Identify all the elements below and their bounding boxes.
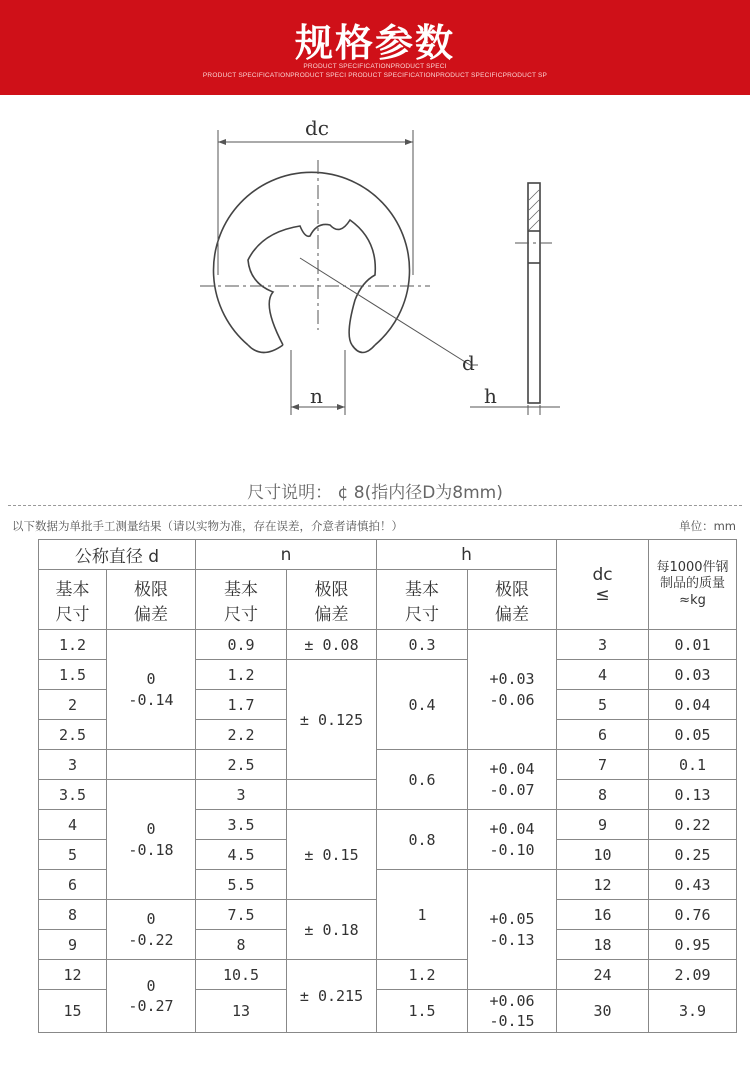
h-tol-upper: +0.04 <box>489 820 535 839</box>
d-tol-lower: -0.18 <box>128 840 174 859</box>
h-basic-cell: 0.6 <box>377 750 468 810</box>
dc-cell: 4 <box>557 660 649 690</box>
hdr-tol-2: 偏差 <box>314 604 349 625</box>
h-tol-lower: -0.06 <box>489 690 535 709</box>
header-mass <box>649 540 737 630</box>
h-tol-lower: -0.10 <box>489 840 535 859</box>
mass-cell: 2.09 <box>649 960 737 990</box>
hdr-tol-1: 极限 <box>134 579 168 600</box>
n-tol-cell: ± 0.15 <box>287 810 377 900</box>
n-basic-cell: 8 <box>196 930 287 960</box>
d-basic-cell: 3.5 <box>39 780 107 810</box>
n-basic-cell: 2.5 <box>196 750 287 780</box>
h-basic-cell: 1 <box>377 870 468 960</box>
n-basic-cell: 3 <box>196 780 287 810</box>
e-clip-diagram <box>190 110 580 430</box>
dc-cell: 12 <box>557 870 649 900</box>
banner-subtitle-line2: PRODUCT SPECIFICATIONPRODUCT SPECI PRODUCT SPECIFICATIONPRODUCT SPECIFICPRODUCT SP <box>202 72 548 79</box>
dimension-caption: 尺寸说明： ¢ 8(指内径D为8mm) <box>247 483 503 503</box>
spec-table <box>38 539 737 1033</box>
mass-cell: 0.25 <box>649 840 737 870</box>
h-tol-cell <box>468 630 557 750</box>
d-basic-cell: 12 <box>39 960 107 990</box>
h-basic-cell: 0.3 <box>377 630 468 660</box>
n-tol-cell: ± 0.08 <box>287 630 377 660</box>
d-tol-cell <box>107 630 196 750</box>
n-basic-cell: 2.2 <box>196 720 287 750</box>
hdr-basic-2: 尺寸 <box>55 604 90 625</box>
d-basic-cell: 9 <box>39 930 107 960</box>
hdr-tol-1: 极限 <box>495 579 530 600</box>
mass-cell: 0.43 <box>649 870 737 900</box>
h-tol-lower: -0.13 <box>489 930 535 949</box>
n-tol-cell: ± 0.125 <box>287 660 377 780</box>
header-banner <box>0 0 750 95</box>
table-row <box>39 960 737 990</box>
d-basic-cell: 5 <box>39 840 107 870</box>
d-tol-cell <box>107 780 196 900</box>
header-mass-line1: 每1000件钢 <box>656 560 729 576</box>
mass-cell: 0.05 <box>649 720 737 750</box>
header-d-basic <box>39 570 107 630</box>
dc-cell: 6 <box>557 720 649 750</box>
d-basic-cell: 8 <box>39 900 107 930</box>
d-basic-cell: 15 <box>39 990 107 1033</box>
measurement-note: 以下数据为单批手工测量结果（请以实物为准，存在误差，介意者请慎拍！） <box>12 519 403 533</box>
header-d-tol <box>107 570 196 630</box>
d-basic-cell: 4 <box>39 810 107 840</box>
hdr-basic-2: 尺寸 <box>224 604 259 625</box>
h-basic-cell: 0.8 <box>377 810 468 870</box>
hdr-basic-1: 基本 <box>405 579 440 600</box>
mass-cell: 0.22 <box>649 810 737 840</box>
mass-cell: 0.1 <box>649 750 737 780</box>
d-tol-lower: -0.22 <box>128 930 174 949</box>
d-basic-cell: 2 <box>39 690 107 720</box>
n-basic-cell: 7.5 <box>196 900 287 930</box>
h-tol-cell <box>468 810 557 870</box>
mass-cell: 0.13 <box>649 780 737 810</box>
d-tol-upper: 0 <box>146 820 156 839</box>
header-mass-line2: 制品的质量 <box>660 576 726 592</box>
d-basic-cell: 6 <box>39 870 107 900</box>
label-dc: dc <box>305 116 330 140</box>
hdr-basic-2: 尺寸 <box>405 604 440 625</box>
d-tol-cell <box>107 960 196 1033</box>
hdr-basic-1: 基本 <box>55 579 90 600</box>
unit-label: 单位：mm <box>679 519 736 533</box>
table-row <box>39 630 737 660</box>
h-basic-cell: 1.5 <box>377 990 468 1033</box>
mass-cell: 0.01 <box>649 630 737 660</box>
d-tol-upper: 0 <box>146 670 156 689</box>
hdr-tol-2: 偏差 <box>495 604 530 625</box>
d-tol-cell <box>107 900 196 960</box>
header-n-tol <box>287 570 377 630</box>
n-tol-cell: ± 0.18 <box>287 900 377 960</box>
mass-cell: 0.03 <box>649 660 737 690</box>
label-d: d <box>462 351 475 375</box>
n-basic-cell: 3.5 <box>196 810 287 840</box>
n-tol-cell-empty <box>287 780 377 810</box>
d-tol-lower: -0.27 <box>128 997 174 1015</box>
h-tol-cell <box>468 750 557 810</box>
dc-cell: 9 <box>557 810 649 840</box>
h-tol-upper: +0.06 <box>489 991 535 1010</box>
d-tol-lower: -0.14 <box>128 690 174 709</box>
hdr-basic-1: 基本 <box>224 579 259 600</box>
divider <box>8 505 742 506</box>
n-basic-cell: 4.5 <box>196 840 287 870</box>
d-tol-upper: 0 <box>146 910 156 929</box>
header-n: n <box>196 540 377 570</box>
h-tol-lower: -0.07 <box>489 780 535 799</box>
n-basic-cell: 10.5 <box>196 960 287 990</box>
n-basic-cell: 13 <box>196 990 287 1033</box>
label-n: n <box>310 384 323 408</box>
hdr-tol-1: 极限 <box>314 579 349 600</box>
h-tol-cell <box>468 990 557 1033</box>
h-tol-upper: +0.04 <box>489 760 535 779</box>
dc-cell: 10 <box>557 840 649 870</box>
h-basic-cell: 0.4 <box>377 660 468 750</box>
header-h-basic <box>377 570 468 630</box>
header-dc <box>557 540 649 630</box>
dc-cell: 30 <box>557 990 649 1033</box>
h-tol-upper: +0.05 <box>489 910 535 929</box>
header-dc-symbol: ≤ <box>595 584 610 605</box>
dc-cell: 18 <box>557 930 649 960</box>
h-basic-cell: 1.2 <box>377 960 468 990</box>
mass-cell: 0.76 <box>649 900 737 930</box>
dc-cell: 3 <box>557 630 649 660</box>
dc-cell: 5 <box>557 690 649 720</box>
d-basic-cell: 1.5 <box>39 660 107 690</box>
h-tol-cell <box>468 870 557 990</box>
banner-subtitle-line1: PRODUCT SPECIFICATIONPRODUCT SPECI <box>303 63 447 70</box>
d-tol-cell-empty <box>107 750 196 780</box>
mass-cell: 0.95 <box>649 930 737 960</box>
page-title: 规格参数 <box>294 21 455 65</box>
n-basic-cell: 5.5 <box>196 870 287 900</box>
header-mass-line3: ≈kg <box>679 592 706 608</box>
n-basic-cell: 1.2 <box>196 660 287 690</box>
dc-cell: 8 <box>557 780 649 810</box>
d-basic-cell: 1.2 <box>39 630 107 660</box>
d-tol-upper: 0 <box>146 976 156 995</box>
n-tol-cell: ± 0.215 <box>287 960 377 1033</box>
h-tol-upper: +0.03 <box>489 670 535 689</box>
header-n-basic <box>196 570 287 630</box>
d-basic-cell: 2.5 <box>39 720 107 750</box>
mass-cell: 0.04 <box>649 690 737 720</box>
label-h: h <box>484 384 497 408</box>
n-basic-cell: 0.9 <box>196 630 287 660</box>
h-tol-lower: -0.15 <box>489 1012 535 1030</box>
dc-cell: 7 <box>557 750 649 780</box>
header-dc-label: dc <box>592 564 613 585</box>
table-row <box>39 750 737 780</box>
dc-cell: 16 <box>557 900 649 930</box>
n-basic-cell: 1.7 <box>196 690 287 720</box>
header-h-tol <box>468 570 557 630</box>
hdr-tol-2: 偏差 <box>134 604 168 625</box>
mass-cell: 3.9 <box>649 990 737 1033</box>
d-basic-cell: 3 <box>39 750 107 780</box>
dc-cell: 24 <box>557 960 649 990</box>
header-h: h <box>377 540 557 570</box>
header-nominal-d: 公称直径 d <box>39 540 196 570</box>
